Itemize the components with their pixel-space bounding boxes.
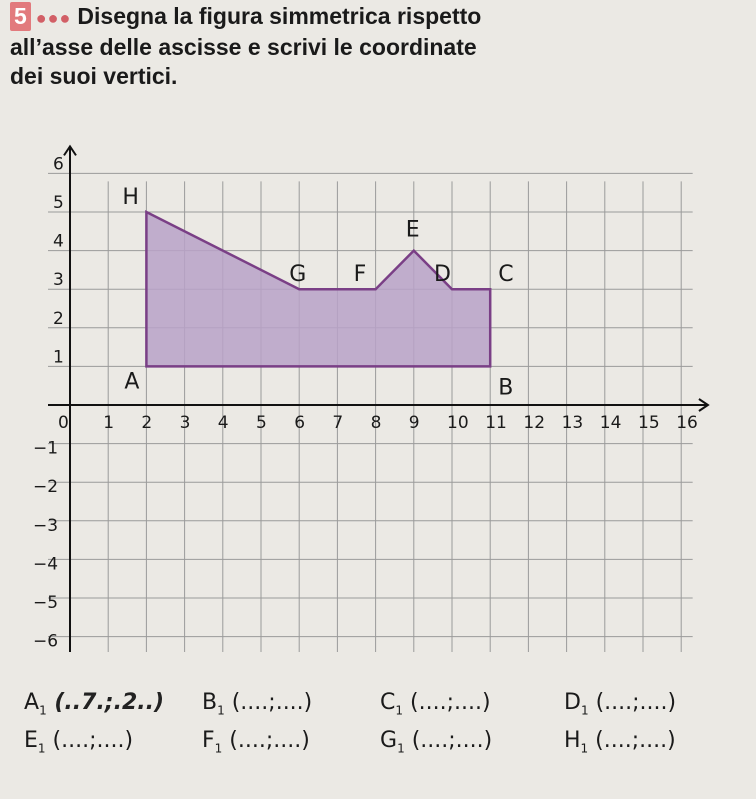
exercise-number: 5 [10,2,31,31]
answer-subscript: 1 [214,741,223,756]
answer-c1[interactable] [380,690,491,717]
vertex-label-f: F [353,262,367,288]
answer-label: D [564,690,581,715]
x-tick-label: 8 [370,413,382,433]
x-tick-label: 10 [447,413,469,433]
y-tick-label: 1 [53,347,64,368]
x-tick-label: 13 [561,413,584,433]
answer-subscript: 1 [580,703,589,718]
y-tick-label: 5 [53,193,64,213]
answer-label: E [24,728,38,753]
vertex-label-e: E [405,217,420,243]
answer-value[interactable]: (....;....) [45,728,134,753]
x-tick-label: 14 [599,413,622,433]
answer-value[interactable]: (..7.;.2..) [46,690,165,715]
answer-label: F [202,728,215,753]
answer-value[interactable]: (....;....) [403,690,491,715]
answer-value[interactable]: (....;....) [404,728,493,753]
answer-label: A [24,690,40,715]
answer-subscript: 1 [395,703,404,718]
difficulty-dots: ●●● [35,8,72,28]
instruction-line-1: Disegna la figura simmetrica rispetto [77,3,482,29]
answer-f1[interactable] [202,728,310,755]
x-tick-label: 12 [523,413,546,433]
x-tick-label: 6 [294,413,306,433]
answer-subscript: 1 [39,703,47,718]
answer-d1[interactable] [564,690,676,717]
y-tick-label: −1 [33,438,59,459]
y-tick-label: −5 [33,593,59,613]
answer-b1[interactable] [202,690,312,717]
vertex-label-a: A [124,369,140,395]
tick-labels [33,154,698,651]
y-tick-label: −2 [33,477,59,498]
answer-subscript: 1 [217,703,225,718]
x-tick-label: 7 [332,413,344,433]
answer-a1[interactable] [24,690,164,717]
instruction-line-3: dei suoi vertici. [10,63,178,89]
vertex-label-d: D [434,262,451,288]
answer-subscript: 1 [580,741,589,756]
x-tick-label: 3 [179,413,191,433]
answer-label: B [202,690,218,715]
x-tick-label: 2 [141,413,153,433]
figure-polygon [122,185,513,400]
x-tick-label: 16 [676,413,698,433]
answer-g1[interactable] [380,728,492,755]
answer-value[interactable]: (....;....) [588,690,677,715]
answer-value[interactable]: (....;....) [588,728,676,753]
answer-h1[interactable] [564,728,676,755]
vertex-label-b: B [498,375,514,401]
answer-label: H [564,728,581,753]
y-tick-label: 6 [53,154,64,175]
answer-label: G [380,728,398,753]
answer-label: C [380,690,396,715]
x-tick-label: 4 [217,413,229,433]
vertex-label-g: G [289,262,307,288]
x-tick-label: 0 [58,413,69,433]
answer-e1[interactable] [24,728,133,755]
answer-subscript: 1 [37,741,46,756]
x-tick-label: 1 [103,413,115,433]
y-tick-label: 3 [53,270,64,291]
instruction-line-2: all’asse delle ascisse e scrivi le coordinate [10,34,477,60]
figure-shape [146,212,490,366]
y-tick-label: 4 [53,231,64,252]
y-tick-label: −3 [33,515,59,536]
x-tick-label: 9 [408,413,420,433]
x-tick-label: 5 [256,413,267,433]
vertex-label-h: H [122,185,139,210]
x-tick-label: 15 [638,413,660,433]
vertex-label-c: C [498,262,514,288]
x-tick-label: 11 [485,413,507,433]
y-tick-label: −6 [33,631,59,652]
answer-subscript: 1 [397,741,405,756]
y-tick-label: −4 [33,554,59,575]
answer-value[interactable]: (....;....) [224,690,313,715]
answer-value[interactable]: (....;....) [222,728,310,753]
y-tick-label: 2 [53,308,64,329]
